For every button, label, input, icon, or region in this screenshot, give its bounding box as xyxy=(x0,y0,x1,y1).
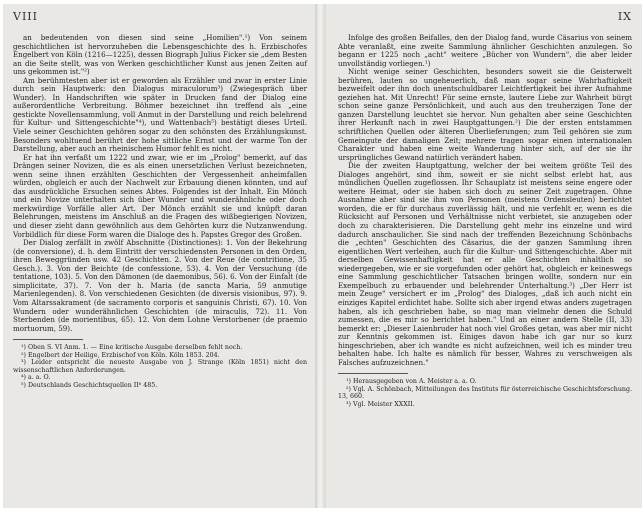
page-number: IX xyxy=(617,10,632,23)
right-page xyxy=(326,4,642,508)
paragraph: Am berühmtesten aber ist er geworden als Erzähler und zwar in erster Linie durch sein Hauptwerk: den Dialogus miraculorum³) (Zwiegespräch über Wunder). In Handschriften wie später in Drucken fand der Dialog eine außerordentliche Verbreitung. Böhmer bezeichnet ihn treffend als „eine gestickte Novellensammlung, voll Anmut in der Darstellung und reich belehrend für Kultur- und Sittengeschichte"⁴), und Wattenbach⁵) bestätigt dieses Urteil. Viele seiner Geschichten gehören sogar zu den schönsten des Erzählungskunst. Besonders wohltuend berührt der hohe sittliche Ernst und der warme Ton der Darstellung, aber auch an rheinischem Humor fehlt es nicht. xyxy=(13,75,307,154)
main-text xyxy=(13,34,307,389)
paragraph: an bedeutenden von diesen sind seine „Homilien".¹) Von seinem geschichtlichen ist hervorzuheben die Lebensgeschichte des h. Erzbischofes Engelbert von Köln (1216—1225), dessen Biograph Julius Ficker sie „dem Besten an die Seite stellt, was von Werken geschichtlicher Kunst aus jenen Zeiten auf uns gekommen ist."²) xyxy=(13,33,307,77)
paragraph: Der Dialog zerfällt in zwölf Abschnitte (Distinctiones): 1. Von der Bekehrung (de conversione), d. h. dem Eintritt der verschiedensten Personen in den Orden, ihren Beweggründen usw. 42 Geschichten. 2. Von der Reue (de contritione, 35 Gesch.). 3. Von der Beichte (de confessione, 53). 4. Von der Versuchung (de tentatione, 103). 5. Von den Dämonen (de daemonibus, 56). 6. Von der Einfalt (de simplicitate, 37). 7. Von der h. Maria (de sancta Maria, 59 anmutige Marienlegenden). 8. Von verschiedenen Gesichten (de diversis visionibus, 97). 9. Vom Altarssakrament (de sacramento corporis et sanguinis Christi, 67). 10. Von Wundern oder wunderähnlichen Geschichten (de miraculis, 72). 11. Von Sterbenden (de morientibus, 65). 12. Von dem Lohne Verstorbener (de praemio mortuorum, 59). xyxy=(13,238,307,333)
footnote: ³) Vgl. Meister XXXII. xyxy=(346,400,415,408)
left-page xyxy=(3,4,315,508)
footnote: ⁴) a. a. O. xyxy=(21,374,51,382)
footnote: ²) Engelbert der Heilige, Erzbischof von Köln. Köln 1853. 204. xyxy=(21,351,220,359)
footnote-rule xyxy=(338,373,408,374)
footnote: ¹) Oben S. VI Anm. 1. — Eine kritische Ausgabe derselben fehlt noch. xyxy=(21,344,243,352)
paragraph: Nicht wenige seiner Geschichten, besonders soweit sie die Geisterwelt berühren, lauten so ungeheuerlich, daß man sogar seine Wahrhaftigkeit bezweifelt oder ihn doch unentschuldbarer Leichtfertigkeit bei ihrer Aufnahme geziehen hat. Mit Unrecht! Für seine ernste, lautere Liebe zur Wahrheit bürgt schon seine ganze Persönlichkeit, und auch aus den treuherzigen Tone der ganzen Darstellung leuchtet sie hervor. Nun gehalten aber seine Geschichten ihrer Herkunft nach in zwei Hauptgattungen.²) Die der ersten entstammen schriftlichen Quellen oder älteren Überlieferungen; zum Teil gehören sie zum Gemeingute der damaligen Zeit; mehrere tragen sogar einen internationalen Charakter und haben eine weite Wanderung hinter sich, auf der sie ihr ursprüngliches Gewand natürlich verändert haben. xyxy=(338,67,632,162)
footnotes xyxy=(338,378,632,408)
footnote: ¹) Herausgegeben von A. Meister a. a. O. xyxy=(346,378,477,386)
page-number: VIII xyxy=(13,10,38,23)
footnote-rule xyxy=(13,339,83,340)
paragraph: Die der zweiten Hauptgattung, welcher der bei weitem größte Teil des Dialoges angehört, sind ihm, soweit er sie nicht selbst erlebt hat, aus mündlichen Quellen zugeflossen. Ihr Schauplatz ist meistens seine engere oder weitere Heimat, oder sie haben sich doch zu seiner Zeit zugetragen. Ohne Ausnahme aber sind sie ihm von Personen (meistens Ordensleuten) berichtet worden, die er für durchaus zuverlässig hält, und nie verfehlt er, wenn es die Rücksicht auf Personen und Verhältnisse nicht verbietet, sie anzugeben oder doch zu charakterisieren. Die Darstellung geht mehr ins einzelne und wird dadurch anschaulicher. Sie sind nach der treffenden Bezeichnung Schönbachs die „echten" Geschichten des Cäsarius, die der ganzen Sammlung ihren eigentlichen Wert verleihen, auch für die Kultur- und Sittengeschichte. Aber mit derselben Gewissenhaftigkeit hat er alle Geschichten inhaltlich so wiedergegeben, wie er sie vorgefunden oder gehört hat, obgleich er keineswegs eine Sammlung geschichtlicher Tatsachen bringen wollte, sondern nur ein Exempelbuch zu erbauender und belehrender Unterhaltung.³) „Der Herr ist mein Zeuge" versichert er im „Prolog" des Dialoges, „daß ich auch nicht ein einziges Kapitel erdichtet habe. Sollte sich aber irgend etwas anders zugetragen haben, als ich geschrieben habe, so mag man vielmehr denen die Schuld zumessen, die es mir so berichtet haben." Und an einer andern Stelle (II, 33) bemerkt er: „Dieser Laienbruder hat noch viel Großes getan, was aber mir nicht zur Kenntnis gekommen ist. Einiges davon habe ich gar nur so kurz hingeschrieben, aber ich wandte es nicht aufzeichnen, weil ich es minder treu behalten habe. Ich halte es nämlich für besser, Wahres zu verschweigen als Falsches aufzuzeichnen." xyxy=(338,161,632,367)
paragraph: Infolge des großen Beifalles, den der Dialog fand, wurde Cäsarius von seinem Abte veranlaßt, eine zweite Sammlung ähnlicher Geschichten anzulegen. So begann er 1225 noch „acht" weitere „Bücher von Wundern", die aber leider unvollständig vorliegen.¹) xyxy=(338,33,632,68)
footnotes xyxy=(13,344,307,389)
paragraph: Er hat ihn verfaßt um 1222 und zwar, wie er im „Prolog" bemerkt, auf das Drängen seiner Novizen, die es als einen unersetzlichen Verlust bezeichneten, wenn seine ihnen erzählten Geschichten der Vergessenheit anheimfallen würden, obgleich er auch der Nachwelt zur Erbauung dienen könnten, und auf das ausdrückliche Ersuchen seines Abtes. Folgendes ist der Inhalt. Ein Mönch und ein Novize unterhalten sich über Wunder und wunderähnliche oder doch merkwürdige Vorfälle aller Art. Der Mönch erzählt sie und knüpft daran Belehrungen, meistens im Anschluß an die Fragen des wißbegierigen Novizen, und dieser zieht dann gewöhnlich aus dem Gehörten kurz die Nutzanwendung. Vorbildlich für diese Form waren die Dialoge des h. Papstes Gregor des Großen. xyxy=(13,152,307,239)
book-gutter xyxy=(315,4,326,508)
footnote: ⁵) Deutschlands Geschichtsquellen II⁶ 485. xyxy=(21,381,158,389)
main-text xyxy=(338,34,632,408)
footnote: ³) Leider entspricht die neueste Ausgabe von J. Strange (Köln 1851) nicht den wissenschaftlichen Anforderungen. xyxy=(13,359,307,374)
footnote: ²) Vgl. A. Schönbach, Mitteilungen des Instituts für österreichische Geschichtsforschung. 13, 660. xyxy=(338,385,632,401)
